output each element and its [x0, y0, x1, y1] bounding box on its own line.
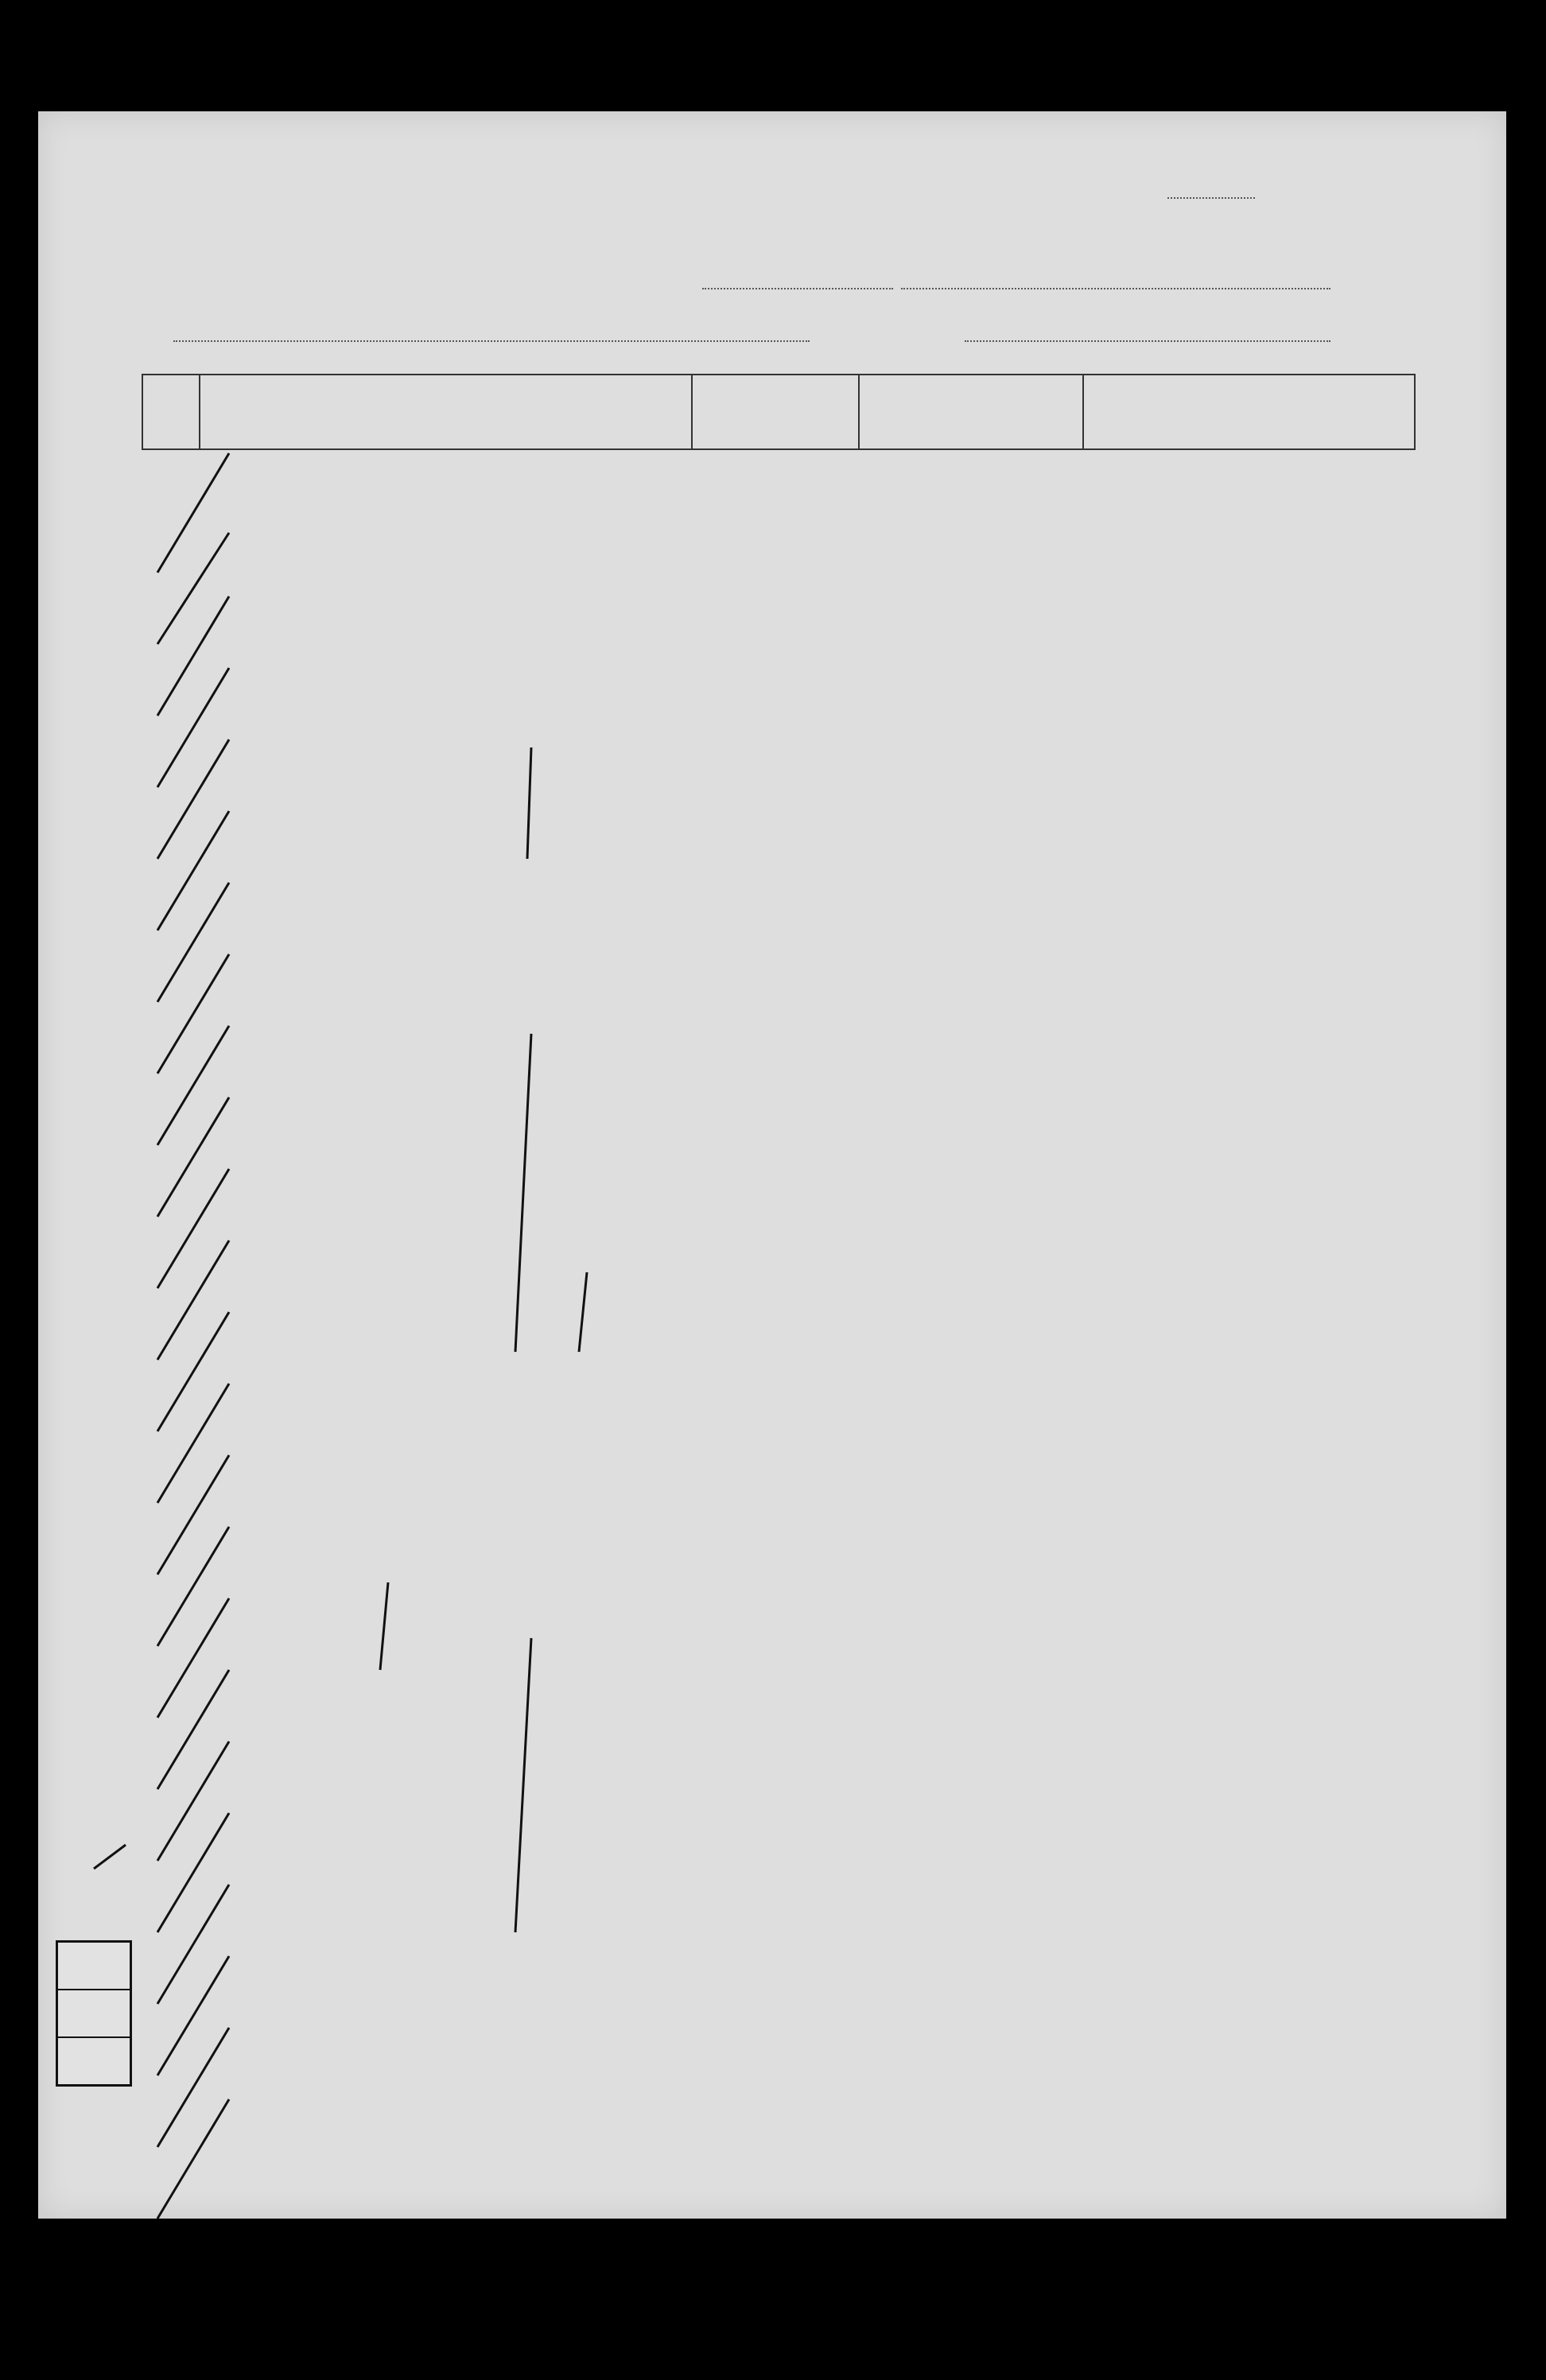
handwritten-check-marks — [38, 111, 1506, 2219]
stamp-usc-row — [58, 1943, 130, 1990]
count-stamp — [56, 1940, 132, 2087]
manifest-page — [38, 111, 1506, 2219]
stamp-totale-row — [58, 2038, 130, 2084]
stamp-aliens-row — [58, 1990, 130, 2038]
